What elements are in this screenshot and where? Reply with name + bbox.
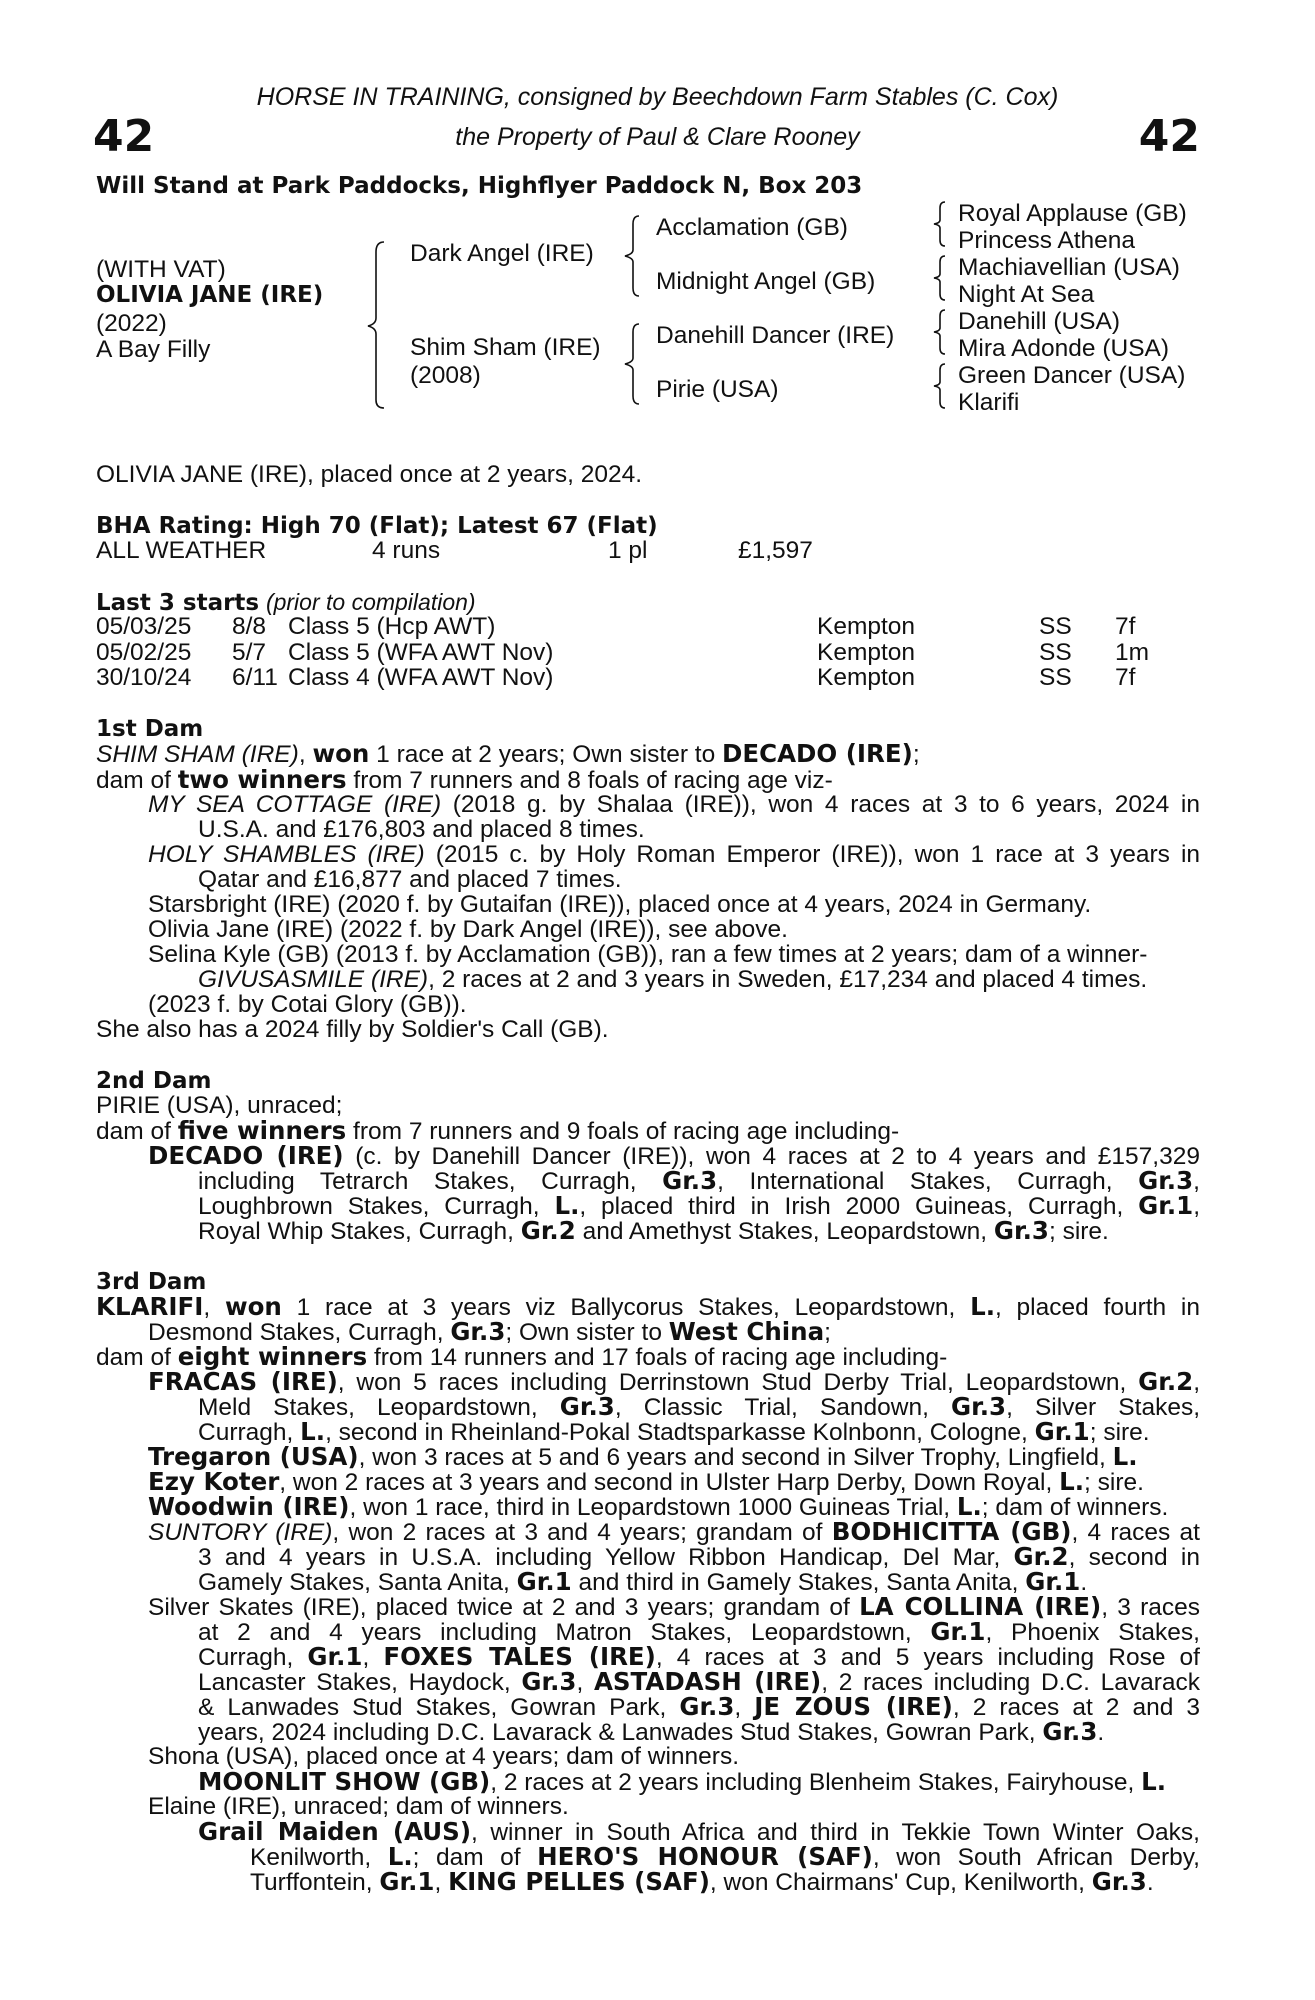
- great-grandsire-4: Green Dancer (USA): [958, 362, 1186, 389]
- first-dam-line: Selina Kyle (GB) (2013 f. by Acclamation (GB)), ran a few times at 2 years; dam of a winner-: [148, 941, 1148, 968]
- third-dam-line: Ezy Koter, won 2 races at 3 years and second in Ulster Harp Derby, Down Royal, L.; sire.: [148, 1467, 1144, 1496]
- third-dam-heading: 3rd Dam: [96, 1269, 207, 1295]
- third-dam-line: Kenilworth, L.; dam of HERO'S HONOUR (SAF), won South African Derby,: [250, 1842, 1200, 1871]
- start-race: Class 5 (WFA AWT Nov): [288, 639, 554, 666]
- first-dam-line: She also has a 2024 filly by Soldier's Call (GB).: [96, 1016, 609, 1043]
- second-dam-line: DECADO (IRE) (c. by Danehill Dancer (IRE)), won 4 races at 2 to 4 years and £157,329: [148, 1141, 1200, 1170]
- lot-number-right: 42: [1138, 111, 1200, 162]
- horse-description: A Bay Filly: [96, 336, 211, 363]
- bracket-g3: [933, 308, 957, 356]
- first-dam-line: Qatar and £16,877 and placed 7 times.: [198, 866, 622, 893]
- start-going: SS: [1039, 639, 1072, 666]
- second-dam-line: Royal Whip Stakes, Curragh, Gr.2 and Amethyst Stakes, Leopardstown, Gr.3; sire.: [198, 1216, 1109, 1245]
- third-dam-line: Tregaron (USA), won 3 races at 5 and 6 years and second in Silver Trophy, Lingfield, L.: [148, 1442, 1138, 1471]
- third-dam-line: Curragh, Gr.1, FOXES TALES (IRE), 4 races at 3 and 5 years including Rose of: [198, 1642, 1200, 1671]
- third-dam-line: Grail Maiden (AUS), winner in South Africa and third in Tekkie Town Winter Oaks,: [198, 1817, 1200, 1846]
- second-dam-heading: 2nd Dam: [96, 1068, 212, 1094]
- third-dam-line: Gamely Stakes, Santa Anita, Gr.1 and third in Gamely Stakes, Santa Anita, Gr.1.: [198, 1567, 1088, 1596]
- dam-year: (2008): [410, 362, 481, 389]
- first-dam-line: (2023 f. by Cotai Glory (GB)).: [148, 991, 467, 1018]
- sire-dam: Midnight Angel (GB): [656, 268, 876, 295]
- sire: Dark Angel (IRE): [410, 240, 594, 267]
- last-starts-title: Last 3 starts: [96, 590, 260, 616]
- start-position: 8/8: [232, 613, 267, 640]
- bracket-parents: [368, 240, 408, 410]
- start-going: SS: [1039, 613, 1072, 640]
- start-position: 6/11: [232, 664, 278, 691]
- sire-sire: Acclamation (GB): [656, 214, 848, 241]
- dam-dam: Pirie (USA): [656, 376, 779, 403]
- second-dam-line: including Tetrarch Stakes, Curragh, Gr.3, International Stakes, Curragh, Gr.3,: [198, 1166, 1200, 1195]
- third-dam-line: Turffontein, Gr.1, KING PELLES (SAF), won Chairmans' Cup, Kenilworth, Gr.3.: [250, 1867, 1154, 1896]
- first-dam-line: Olivia Jane (IRE) (2022 f. by Dark Angel (IRE)), see above.: [148, 916, 788, 943]
- start-race: Class 5 (Hcp AWT): [288, 613, 496, 640]
- third-dam-line: 3 and 4 years in U.S.A. including Yellow Ribbon Handicap, Del Mar, Gr.2, second in: [198, 1542, 1200, 1571]
- third-dam-line: Elaine (IRE), unraced; dam of winners.: [148, 1793, 569, 1820]
- start-date: 05/02/25: [96, 639, 192, 666]
- horse-year: (2022): [96, 310, 167, 337]
- second-dam-line: PIRIE (USA), unraced;: [96, 1092, 343, 1119]
- first-dam-line: HOLY SHAMBLES (IRE) (2015 c. by Holy Roman Emperor (IRE)), won 1 race at 3 years in: [148, 841, 1201, 868]
- second-dam-line: Loughbrown Stakes, Curragh, L., placed third in Irish 2000 Guineas, Curragh, Gr.1,: [198, 1191, 1200, 1220]
- third-dam-line: KLARIFI, won 1 race at 3 years viz Ballycorus Stakes, Leopardstown, L., placed fourth in: [96, 1292, 1200, 1321]
- start-distance: 1m: [1115, 639, 1150, 666]
- bracket-dam-line: [625, 322, 655, 406]
- bracket-g4: [933, 362, 957, 410]
- third-dam-line: Lancaster Stakes, Haydock, Gr.3, ASTADASH (IRE), 2 races including D.C. Lavarack: [198, 1667, 1201, 1696]
- bracket-g1: [933, 200, 957, 248]
- bha-rating: BHA Rating: High 70 (Flat); Latest 67 (Flat): [96, 513, 658, 539]
- start-course: Kempton: [817, 664, 916, 691]
- owner-line: the Property of Paul & Clare Rooney: [455, 123, 860, 151]
- third-dam-line: Silver Skates (IRE), placed twice at 2 and 3 years; grandam of LA COLLINA (IRE), 3 races: [148, 1592, 1200, 1621]
- start-distance: 7f: [1115, 664, 1136, 691]
- third-dam-line: & Lanwades Stud Stakes, Gowran Park, Gr.3, JE ZOUS (IRE), 2 races at 2 and 3: [198, 1692, 1200, 1721]
- surface-label: ALL WEATHER: [96, 537, 267, 564]
- start-date: 05/03/25: [96, 613, 192, 640]
- horse-summary: OLIVIA JANE (IRE), placed once at 2 years, 2024.: [96, 461, 643, 488]
- great-grandsire-3: Danehill (USA): [958, 308, 1121, 335]
- third-dam-line: SUNTORY (IRE), won 2 races at 3 and 4 years; grandam of BODHICITTA (GB), 4 races at: [148, 1517, 1200, 1546]
- dam-sire: Danehill Dancer (IRE): [656, 322, 895, 349]
- third-dam-line: years, 2024 including D.C. Lavarack & Lanwades Stud Stakes, Gowran Park, Gr.3.: [198, 1717, 1105, 1746]
- horse-name: OLIVIA JANE (IRE): [96, 282, 324, 308]
- third-dam-line: at 2 and 4 years including Matron Stakes, Leopardstown, Gr.1, Phoenix Stakes,: [198, 1617, 1200, 1646]
- surface-placed: 1 pl: [608, 537, 648, 564]
- last-starts-heading: [96, 589, 476, 616]
- start-date: 30/10/24: [96, 664, 192, 691]
- start-going: SS: [1039, 664, 1072, 691]
- start-distance: 7f: [1115, 613, 1136, 640]
- great-granddam-3: Mira Adonde (USA): [958, 335, 1170, 362]
- first-dam-line: MY SEA COTTAGE (IRE) (2018 g. by Shalaa (IRE)), won 4 races at 3 to 6 years, 2024 in: [148, 791, 1200, 818]
- third-dam-line: MOONLIT SHOW (GB), 2 races at 2 years including Blenheim Stakes, Fairyhouse, L.: [198, 1767, 1167, 1796]
- dam: Shim Sham (IRE): [410, 334, 601, 361]
- start-position: 5/7: [232, 639, 267, 666]
- first-dam-line: GIVUSASMILE (IRE), 2 races at 2 and 3 years in Sweden, £17,234 and placed 4 times.: [198, 966, 1148, 993]
- lot-number-left: 42: [93, 111, 155, 162]
- third-dam-line: FRACAS (IRE), won 5 races including Derrinstown Stud Derby Trial, Leopardstown, Gr.2,: [148, 1367, 1200, 1396]
- vat-note: (WITH VAT): [96, 256, 226, 283]
- start-course: Kempton: [817, 639, 916, 666]
- great-granddam-1: Princess Athena: [958, 227, 1136, 254]
- start-course: Kempton: [817, 613, 916, 640]
- surface-earnings: £1,597: [738, 537, 813, 564]
- start-race: Class 4 (WFA AWT Nov): [288, 664, 554, 691]
- stand-location: Will Stand at Park Paddocks, Highflyer Paddock N, Box 203: [96, 173, 863, 199]
- first-dam-line: dam of two winners from 7 runners and 8 foals of racing age viz-: [96, 765, 833, 794]
- first-dam-line: Starsbright (IRE) (2020 f. by Gutaifan (IRE)), placed once at 4 years, 2024 in Germany.: [148, 891, 1092, 918]
- great-granddam-2: Night At Sea: [958, 281, 1095, 308]
- first-dam-heading: 1st Dam: [96, 716, 204, 742]
- second-dam-line: dam of five winners from 7 runners and 9 foals of racing age including-: [96, 1116, 900, 1145]
- last-starts-note: (prior to compilation): [265, 589, 476, 615]
- surface-runs: 4 runs: [372, 537, 441, 564]
- consignor-line: HORSE IN TRAINING, consigned by Beechdown Farm Stables (C. Cox): [256, 83, 1059, 111]
- bracket-g2: [933, 254, 957, 302]
- third-dam-line: Shona (USA), placed once at 4 years; dam of winners.: [148, 1743, 740, 1770]
- third-dam-line: Woodwin (IRE), won 1 race, third in Leopardstown 1000 Guineas Trial, L.; dam of winners.: [148, 1492, 1169, 1521]
- third-dam-line: Desmond Stakes, Curragh, Gr.3; Own sister to West China;: [148, 1317, 831, 1346]
- third-dam-line: Meld Stakes, Leopardstown, Gr.3, Classic Trial, Sandown, Gr.3, Silver Stakes,: [198, 1392, 1201, 1421]
- great-grandsire-2: Machiavellian (USA): [958, 254, 1180, 281]
- bracket-sire-line: [625, 214, 655, 298]
- third-dam-line: Curragh, L., second in Rheinland-Pokal Stadtsparkasse Kolnbonn, Cologne, Gr.1; sire.: [198, 1417, 1150, 1446]
- first-dam-line: U.S.A. and £176,803 and placed 8 times.: [198, 816, 645, 843]
- first-dam-line: SHIM SHAM (IRE), won 1 race at 2 years; Own sister to DECADO (IRE);: [96, 739, 920, 768]
- great-granddam-4: Klarifi: [958, 389, 1020, 416]
- third-dam-line: dam of eight winners from 14 runners and 17 foals of racing age including-: [96, 1342, 948, 1371]
- great-grandsire-1: Royal Applause (GB): [958, 200, 1187, 227]
